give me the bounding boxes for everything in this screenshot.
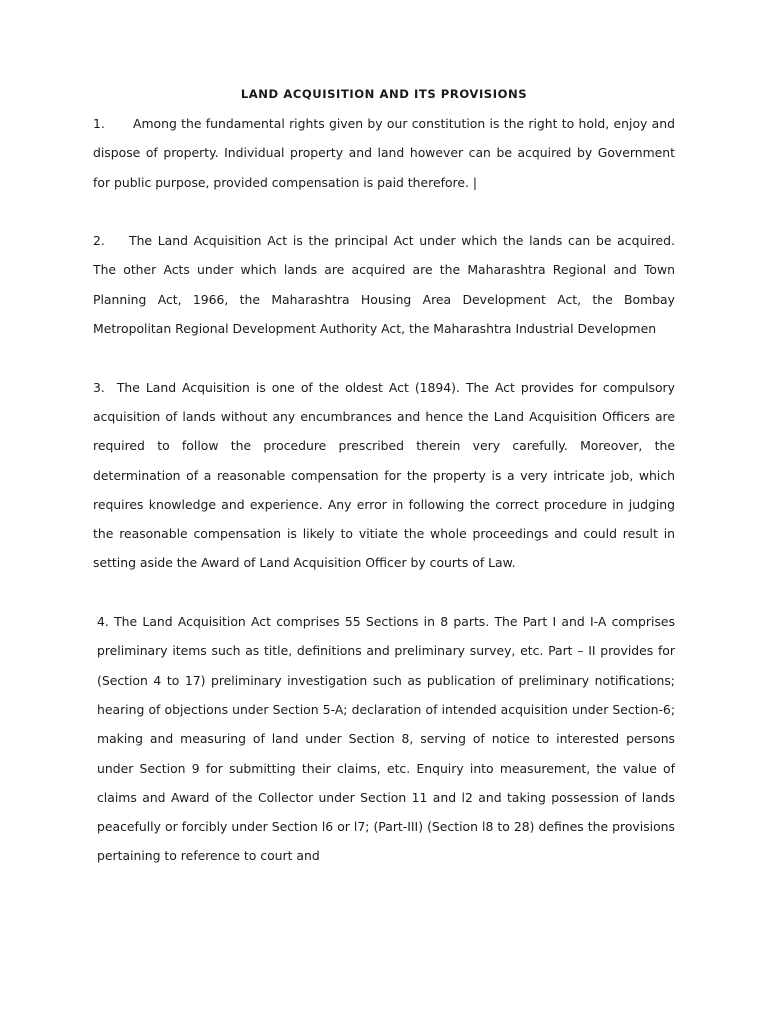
paragraph-number: 4. (97, 614, 109, 630)
paragraph-2 (93, 226, 675, 343)
paragraph-text: Among the fundamental rights given by our constitution is the right to hold, enjoy and dispose of property. Individual property and land however can be acquired by Government for public purpose, provided compensation is paid therefore. | (93, 116, 675, 190)
paragraph-number: 3. (93, 379, 105, 395)
paragraph-number: 1. (93, 116, 105, 131)
paragraph-3 (93, 373, 675, 578)
document-body (93, 84, 675, 871)
paragraph-4 (93, 607, 675, 871)
document-title: LAND ACQUISITION AND ITS PROVISIONS (240, 87, 528, 101)
paragraph-number: 2. (93, 233, 105, 249)
paragraph-text: The Land Acquisition is one of the oldest Act (1894). The Act provides for compulsory acquisition of lands without any encumbrances and hence the Land Acquisition Officers are required to follow the procedure prescribed therein very carefully. Moreover, the determination of a reasonable compensation for the property is a very intricate job, which requires knowledge and experience. Any error in following the correct procedure in judging the reasonable compensation is likely to vitiate the whole proceedings and could result in setting aside the Award of Land Acquisition Officer by courts of Law. (93, 379, 675, 571)
paragraph-1 (93, 109, 675, 197)
paragraph-text: The Land Acquisition Act is the principal Act under which the lands can be acquired. The other Acts under which lands are acquired are the Maharashtra Regional and Town Planning Act, 1966, the Maharashtra Housing Area Development Act, the Bombay Metropolitan Regional Development Authority Act, the Maharashtra Industrial Developmen (93, 233, 675, 337)
paragraph-text: The Land Acquisition Act comprises 55 Sections in 8 parts. The Part I and I-A comprises preliminary items such as title, definitions and preliminary survey, etc. Part – II provides for (Section 4 to 17) preliminary investigation such as publication of preliminary notifications; hearing of objections under Section 5-A; declaration of intended acquisition under Section-6; making and measuring of land under Section 8, serving of notice to interested persons under Section 9 for submitting their claims, etc. Enquiry into measurement, the value of claims and Award of the Collector under Section 11 and l2 and taking possession of lands peacefully or forcibly under Section l6 or l7; (Part-III) (Section l8 to 28) defines the provisions pertaining to reference to court and (97, 614, 675, 864)
